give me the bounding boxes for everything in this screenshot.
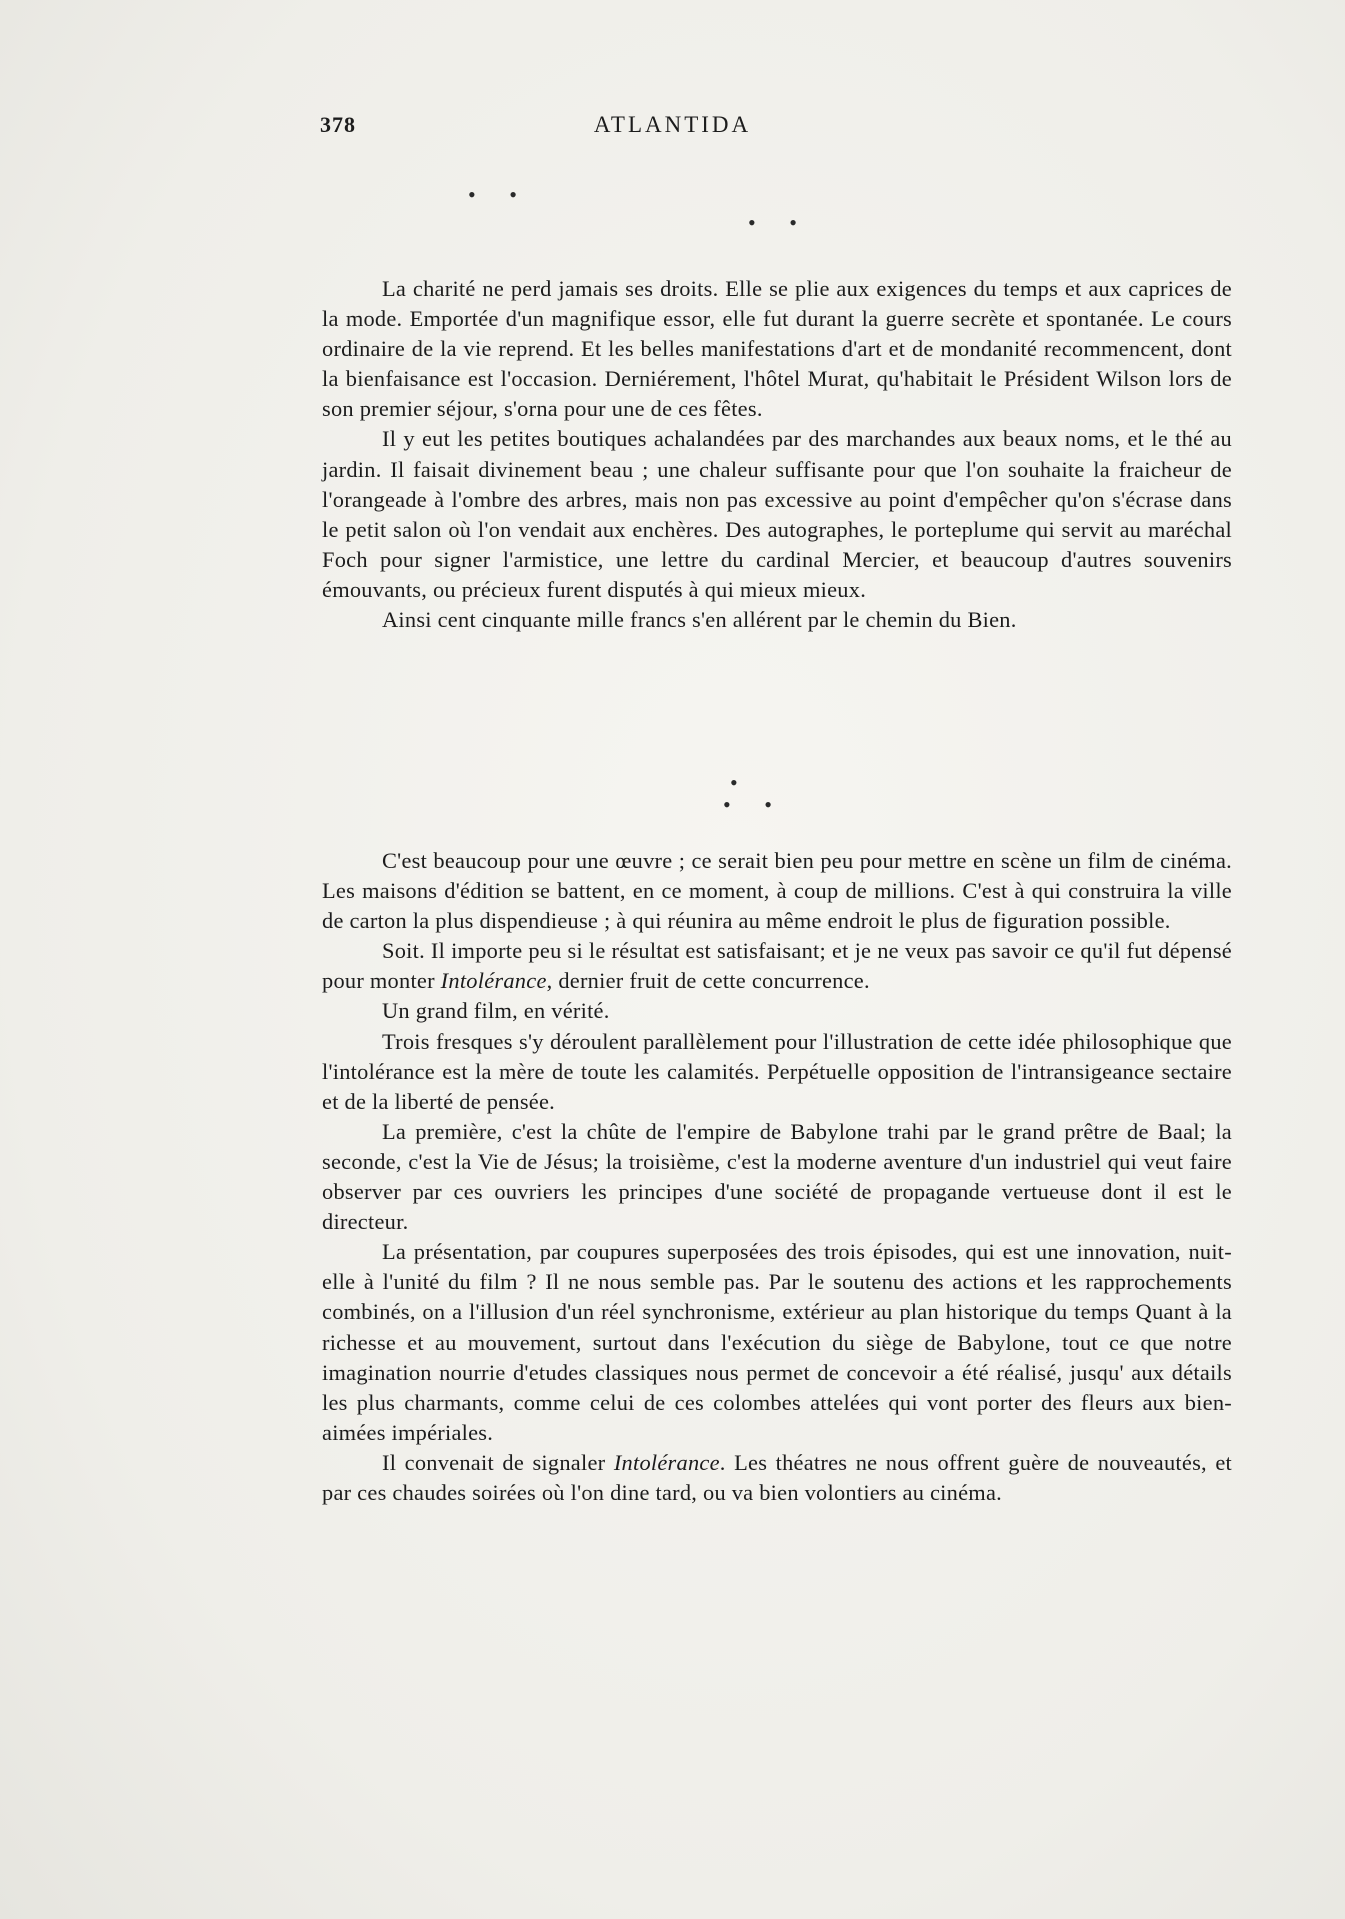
paragraph-text: . Les théatres ne nous offrent guère de nouveautés, et par ces chaudes soirées où l'on dine tard, ou va bien volontiers au cinéma. [322,1449,1232,1505]
paragraph: Ainsi cent cinquante mille francs s'en allérent par le chemin du Bien. [382,607,1017,633]
section-ornament: • [730,770,752,795]
paragraph: La présentation, par coupures superposées des trois épisodes, qui est une innovation, nuit-elle à l'unité du film ? Il ne nous semble pas. Par le soutenu des actions et les rapprochements combinés, on a l'illusion d'un réel synchronisme, extérieur au plan historique du temps Quant à la richesse et au mouvement, surtout dans l'exécution du siège de Babylone, tout ce que notre imagination nourrie d'etudes classiques nous permet de concevoir a été réalisé, jusqu' aux détails les plus charmants, comme celui de ces colombes attelées qui vont porter des fleurs aux bien-aimées impériales. [322,1239,1232,1445]
film-title: Intolérance [440,968,547,994]
paragraph: La première, c'est la chûte de l'empire de Babylone trahi par le grand prêtre de Baal; la seconde, c'est la Vie de Jésus; la troisième, c'est la moderne aventure d'un industriel qui veut faire observer par ces ouvriers les principes d'une société de propagande vertueuse dont il est le directeur. [322,1118,1232,1235]
article-section-cinema [322,846,1232,1508]
section-ornament: • • [723,792,786,817]
paragraph: C'est beaucoup pour une œuvre ; ce serait bien peu pour mettre en scène un film de cinéma. Les maisons d'édition se battent, en ce moment, à coup de millions. C'est à qui construira la ville de carton la plus dispendieuse ; à qui réunira au même endroit le plus de figuration possible. [322,848,1232,934]
section-ornament: • • [468,182,531,207]
running-title: ATLANTIDA [593,112,752,137]
section-ornament: • • [748,210,811,235]
paragraph: Il y eut les petites boutiques achalandées par des marchandes aux beaux noms, et le thé au jardin. Il faisait divinement beau ; une chaleur suffisante pour que l'on souhaite la fraicheur de l'orangeade à l'ombre des arbres, mais non pas excessive au point d'empêcher qu'on s'écrase dans le petit salon où l'on vendait aux enchères. Des autographes, le porteplume qui servit au maréchal Foch pour signer l'armistice, une lettre du cardinal Mercier, et beaucoup d'autres souvenirs émouvants, ou précieux furent disputés à qui mieux mieux. [322,426,1232,602]
paragraph [322,1448,1232,1508]
paragraph: Un grand film, en vérité. [382,998,610,1024]
paragraph-text: , dernier fruit de cette concurrence. [546,968,870,994]
film-title: Intolérance [613,1449,720,1475]
page-header [0,112,1345,144]
paragraph-text: Soit. Il importe peu si le résultat est satisfaisant; et je ne veux pas savoir ce qu'il fut dépensé pour monter [322,938,1232,994]
paragraph-text: Il convenait de signaler [382,1449,606,1475]
page-number: 378 [320,112,356,137]
paragraph: La charité ne perd jamais ses droits. Elle se plie aux exigences du temps et aux caprices de la mode. Emportée d'un magnifique essor, elle fut durant la guerre secrète et spontanée. Le cours ordinaire de la vie reprend. Et les belles manifestations d'art et de mondanité recommencent, dont la bienfaisance est l'occasion. Derniérement, l'hôtel Murat, qu'habitait le Président Wilson lors de son premier séjour, s'orna pour une de ces fêtes. [322,276,1232,422]
article-section-charity [322,274,1232,635]
paragraph [322,936,1232,996]
paragraph: Trois fresques s'y déroulent parallèlement pour l'illustration de cette idée philosophique que l'intolérance est la mère de toute les calamités. Perpétuelle opposition de l'intransigeance sectaire et de la liberté de pensée. [322,1028,1232,1114]
